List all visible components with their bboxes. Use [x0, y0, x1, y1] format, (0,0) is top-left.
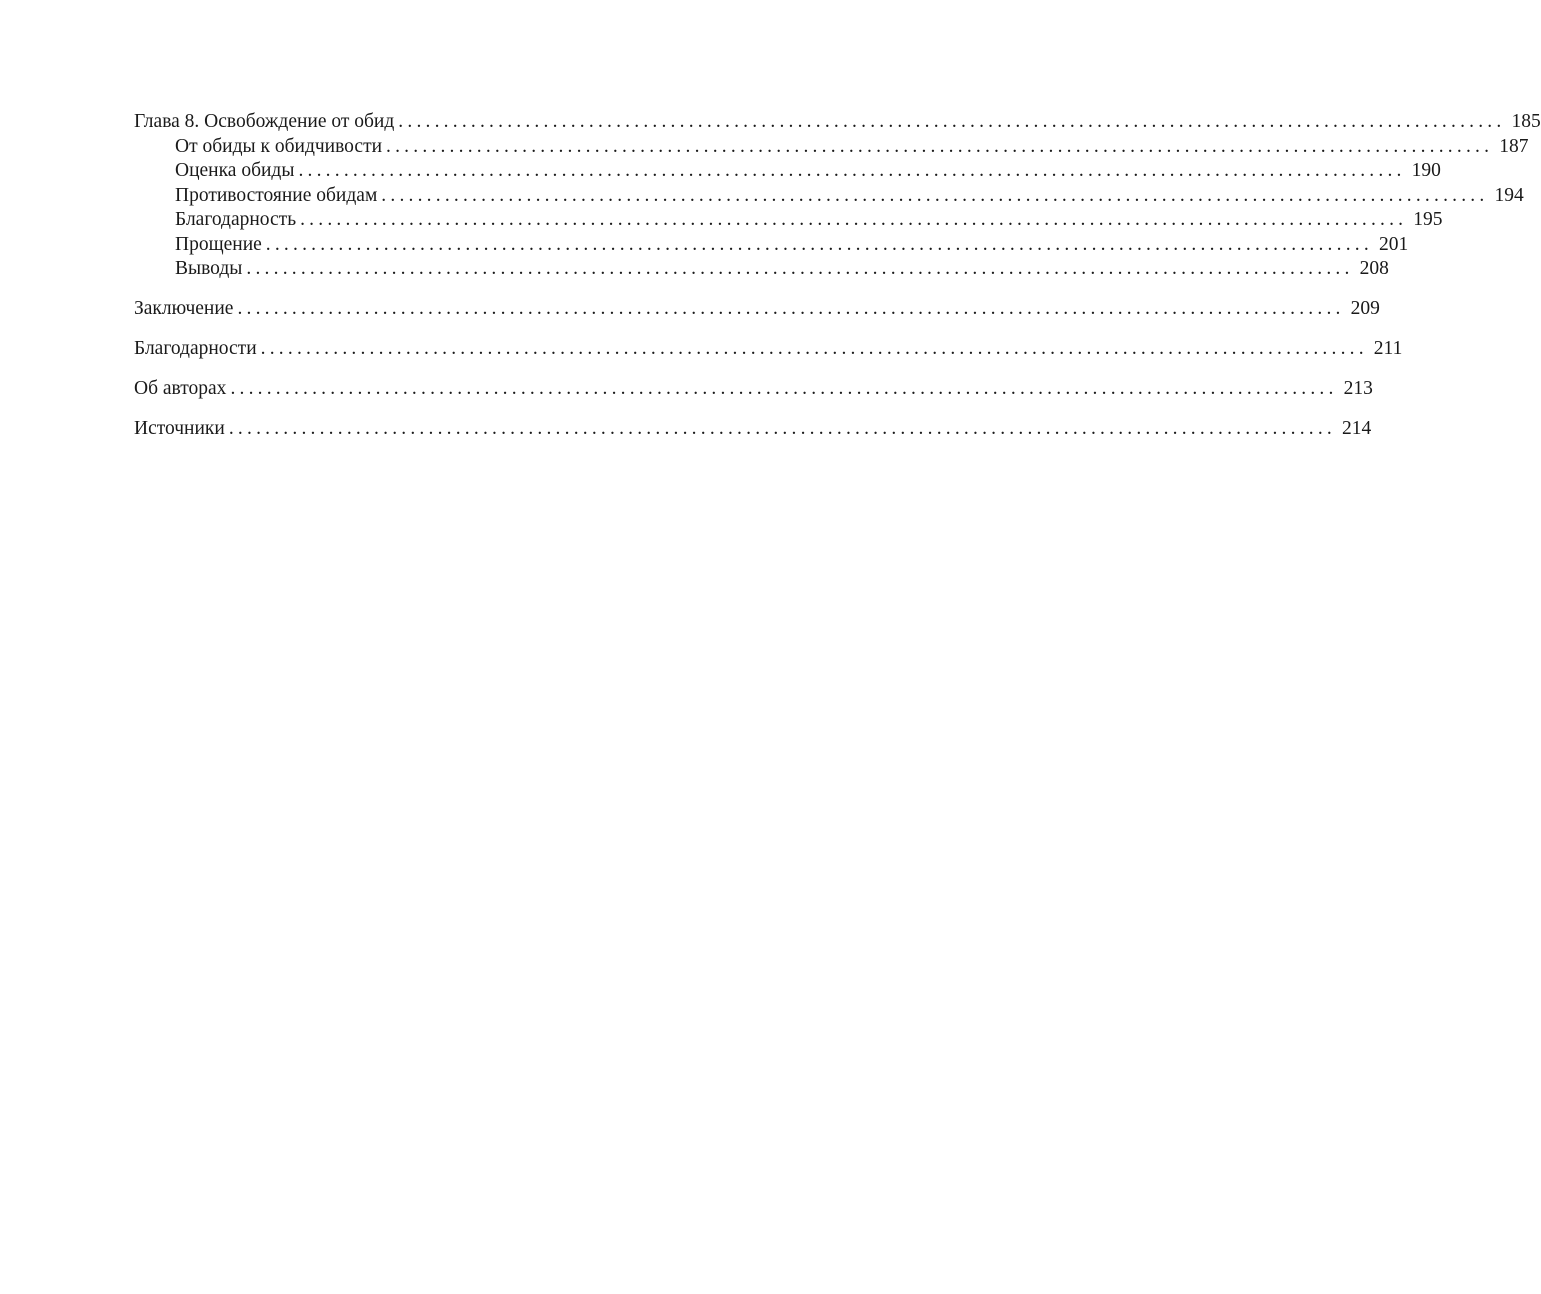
- toc-entry-page: 194: [1494, 184, 1524, 206]
- toc-entry-section[interactable]: [134, 135, 1529, 160]
- toc-entry-page: 187: [1499, 135, 1529, 157]
- toc-entry-title: Глава 8. Освобождение от обид: [134, 111, 395, 132]
- toc-entry-acknowledgements[interactable]: [134, 337, 1403, 362]
- toc-entry-page: 211: [1373, 338, 1403, 359]
- toc-leader-dots: ..........................................................................................................................: [386, 135, 1494, 157]
- toc-leader-dots: ..........................................................................................................................: [246, 258, 1354, 279]
- table-of-contents: [134, 110, 1541, 442]
- toc-entry-about-authors[interactable]: [134, 377, 1373, 402]
- toc-entry-page: 195: [1413, 209, 1443, 230]
- toc-entry-section[interactable]: [134, 159, 1441, 184]
- toc-entry-section[interactable]: [134, 233, 1409, 258]
- toc-leader-dots: ..........................................................................................................................: [228, 418, 1336, 439]
- toc-leader-dots: ..........................................................................................................................: [265, 233, 1373, 255]
- toc-leader-dots: ..........................................................................................................................: [381, 184, 1489, 206]
- toc-entry-sources[interactable]: [134, 417, 1372, 442]
- toc-entry-page: 201: [1378, 233, 1409, 255]
- toc-entry-section[interactable]: [134, 184, 1524, 209]
- toc-entry-conclusion[interactable]: [134, 297, 1380, 322]
- toc-leader-dots: ..........................................................................................................................: [230, 378, 1338, 399]
- toc-entry-title: Оценка обиды: [175, 160, 295, 181]
- toc-entry-page: 214: [1342, 418, 1372, 439]
- toc-entry-section[interactable]: [134, 208, 1443, 233]
- toc-entry-title: От обиды к обидчивости: [175, 135, 383, 157]
- toc-entry-title: Заключение: [134, 298, 234, 319]
- toc-leader-dots: ..........................................................................................................................: [398, 111, 1506, 132]
- toc-leader-dots: ..........................................................................................................................: [298, 160, 1406, 181]
- toc-entry-title: Об авторах: [134, 378, 227, 399]
- toc-entry-title: Источники: [134, 418, 225, 439]
- toc-entry-page: 208: [1359, 258, 1389, 279]
- toc-leader-dots: ..........................................................................................................................: [260, 338, 1368, 359]
- toc-leader-dots: ..........................................................................................................................: [237, 298, 1345, 319]
- toc-entry-page: 213: [1343, 378, 1373, 399]
- toc-entry-title: Прощение: [175, 233, 262, 255]
- toc-entry-chapter-8[interactable]: [134, 110, 1541, 135]
- toc-entry-title: Благодарности: [134, 338, 257, 359]
- toc-entry-title: Благодарность: [175, 209, 297, 230]
- toc-entry-title: Выводы: [175, 258, 243, 279]
- toc-entry-page: 185: [1511, 111, 1541, 132]
- toc-entry-title: Противостояние обидам: [175, 184, 378, 206]
- toc-leader-dots: ..........................................................................................................................: [300, 209, 1408, 230]
- toc-entry-section[interactable]: [134, 257, 1389, 282]
- toc-entry-page: 190: [1411, 160, 1441, 181]
- toc-entry-page: 209: [1350, 298, 1380, 319]
